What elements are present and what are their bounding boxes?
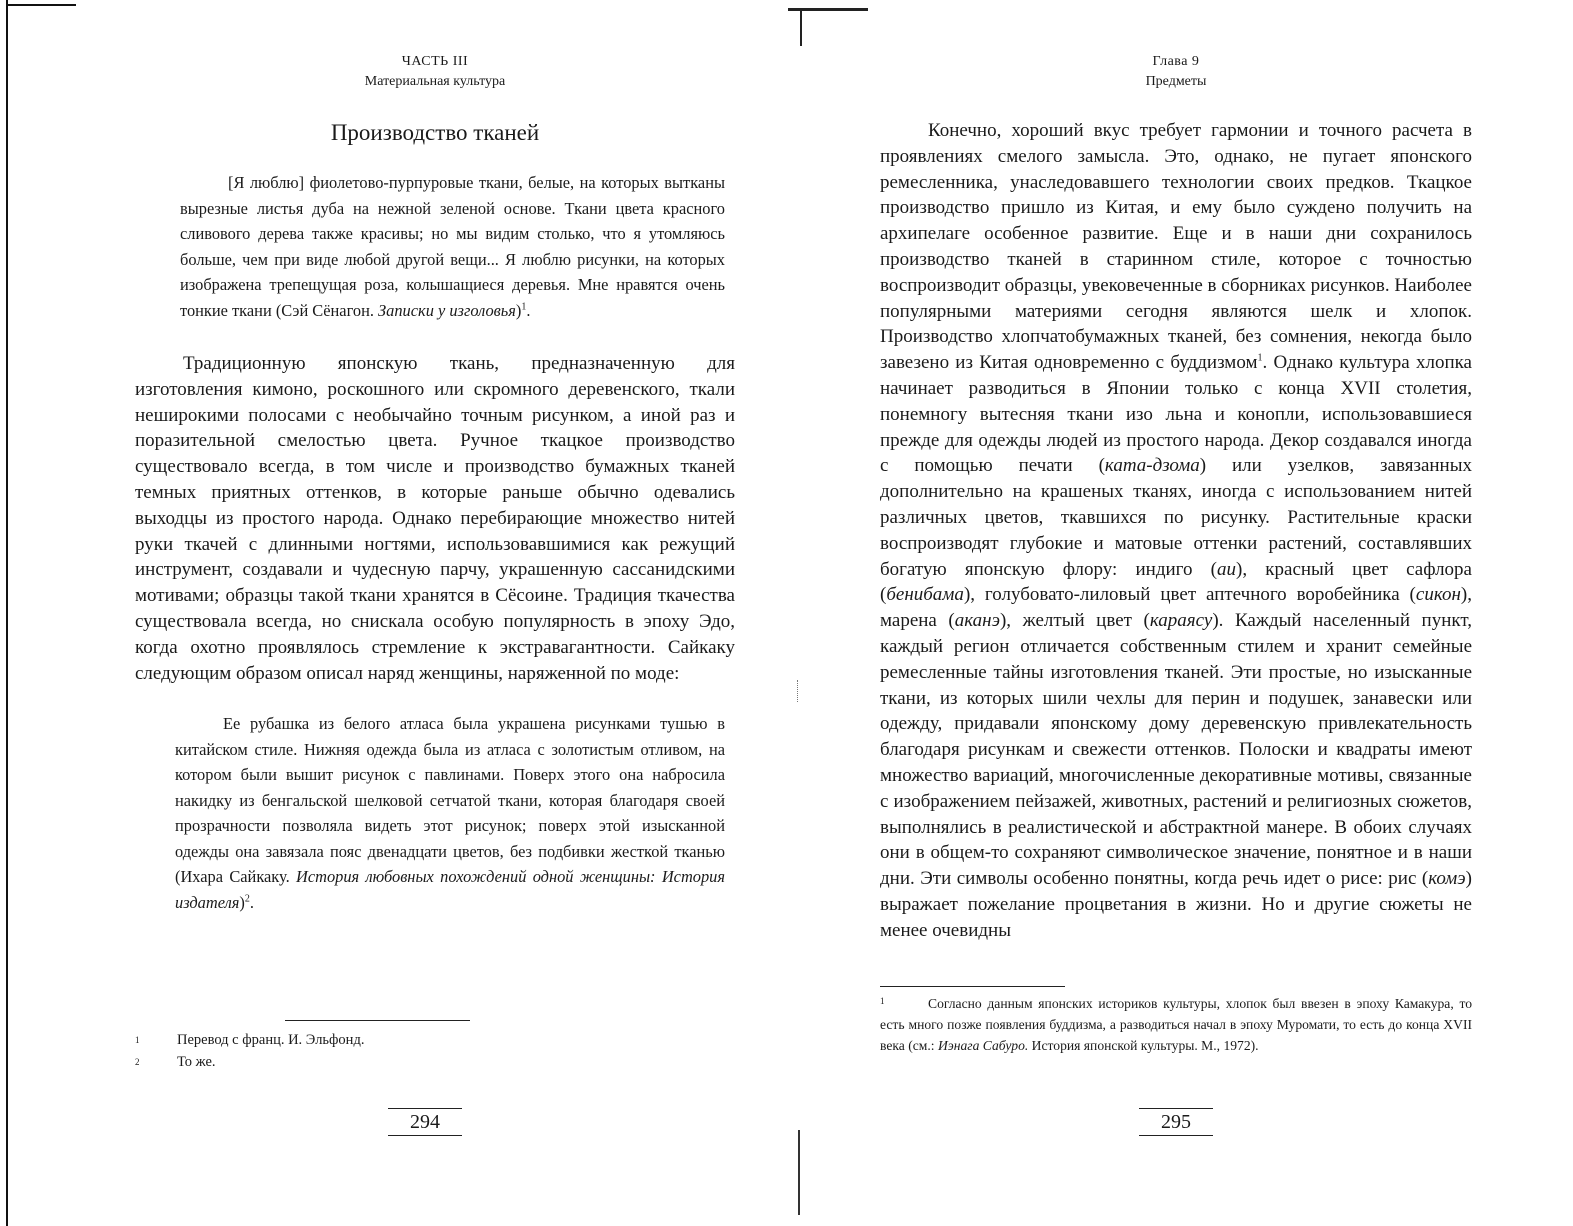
right-footnotes <box>880 986 1472 1056</box>
left-page <box>135 0 735 1226</box>
footnote-item <box>135 1029 735 1051</box>
footnote-rule <box>285 1020 470 1021</box>
running-head-title: Материальная культура <box>364 74 506 89</box>
footnote-mark: 1 <box>135 1035 140 1045</box>
footnote-text: Согласно данным японских историков культуры, хлопок был ввезен в эпоху Камакура, то есть много позже появления буддизма, а разводиться начал в эпоху Муромати, то есть до конца XVII века (см.: <box>880 996 1472 1053</box>
body-text: . Однако культура хлопка начинает разводиться в Японии только с конца XVII столетия, понемногу вытесняя ткани изо льна и конопли, использовавшиеся прежде для одежды людей из простого народа. Декор создавался иногда с помощью печати ( <box>880 352 1472 477</box>
body-text: ). Каждый населенный пункт, каждый регион отличается собственным стилем и хранит семейные ремесленные тайны изготовления тканей. Эти простые, но изысканные ткани, из которых шили чехлы для перин и подушек, занавески или одежду, придавали японскому дому деревенскую привлекательность благодаря рисункам и свежести оттенков. Полоски и квадраты имеют множество вариаций, многочисленные декоративные мотивы, связанные с изображением пейзажей, животных, растений и религиозных сюжетов, выполнялись в реалистической и абстрактной манере. В обоих случаях они в общем-то сохраняют символическое значение, понятное и в наши дни. Эти символы особенно понятны, когда речь идет о рисе: рис ( <box>880 610 1472 890</box>
footnote-text: Перевод с франц. И. Эльфонд. <box>177 1032 365 1048</box>
term: ката-дзома <box>1104 455 1200 477</box>
footnote-item <box>135 1051 735 1073</box>
footnote-author: Иэнага Сабуро. <box>937 1038 1029 1053</box>
term: комэ <box>1428 868 1466 890</box>
page-number <box>125 1108 725 1136</box>
footnote-text: То же. <box>177 1054 216 1070</box>
term: караясу <box>1149 610 1213 632</box>
left-running-head <box>135 52 735 92</box>
running-head-title: Предметы <box>1145 74 1207 89</box>
right-running-head <box>880 52 1472 92</box>
running-head-part: ЧАСТЬ III <box>401 54 469 69</box>
epigraph-end: ) <box>515 300 522 320</box>
body-paragraph <box>880 118 1472 944</box>
body-text: ), желтый цвет ( <box>999 610 1150 632</box>
gutter-dots <box>797 680 799 702</box>
term: аи <box>1217 558 1237 580</box>
scan-corner-mark <box>6 4 76 6</box>
section-title: Производство тканей <box>330 120 540 145</box>
footnote-mark: 1 <box>880 996 885 1006</box>
quote-source: История любовных похождений одной женщины: История издателя <box>175 867 725 912</box>
footnote-rule <box>880 986 1065 987</box>
page-number-value: 294 <box>388 1108 462 1136</box>
body-text: Конечно, хороший вкус требует гармонии и точного расчета в проявлениях смелого замысла. Это, однако, не пугает японского ремесленника, унаследовавшего технологии своих предков. Ткацкое производство пришло из Китая, и ему было суждено получить на архипелаге особенное развитие. Еще и в наши дни сохранилось производство тканей в старинном стиле, которое с точностью воспроизводит образцы, увековеченные в сборниках рисунков. Наиболее популярными материями сегодня являются шелк и хлопок. Производство хлопчатобумажных тканей, без сомнения, некогда было завезено из Китая одновременно с буддизмом <box>880 120 1472 374</box>
scan-left-edge <box>6 0 8 1226</box>
footnote-ref: 2 <box>244 893 250 905</box>
block-quote: Ее рубашка из белого атласа была украшена рисунками тушью в китайском стиле. Нижняя одежда была из атласа с золотистым отливом, на котором были вышит рисунок с павлинами. Поверх этого она набросила накидку из бенгальской шелковой сетчатой ткани, которая благодаря своей прозрачности позволяла видеть этот рисунок; поверх этой изысканной одежды она завязала пояс двенадцати цветов, без подбивки жесткой тканью (Ихара Сайкаку. История любовных похождений одной женщины: История издателя)$^2$. <box>175 714 725 912</box>
epigraph-text: [Я люблю] фиолетово-пурпуровые ткани, белые, на которых вытканы вырезные листья дуба на нежной зеленой основе. Ткани цвета красного сливового дерева также красивы; но мы видим столько, что я утомляюсь больше, чем при виде любой другой вещи... Я люблю рисунки, на которых изображена трепещущая роза, колышащиеся деревья. Мне нравятся очень тонкие ткани (Сэй Сёнагон. <box>180 173 725 320</box>
quote-end: ) <box>239 892 245 912</box>
page-number <box>880 1108 1472 1136</box>
body-text: ) выражает пожелание процветания в жизни. Но и другие сюжеты не менее очевидны <box>880 868 1472 941</box>
footnote-mark: 2 <box>135 1057 140 1067</box>
footnote-text: История японской культуры. М., 1972). <box>1028 1038 1259 1053</box>
body-text: ), красный цвет сафлора ( <box>880 558 1472 606</box>
footnote-item <box>880 993 1472 1056</box>
body-text: ) или узелков, завязанных дополнительно на крашеных тканях, иногда с использованием нитей различных цветов, ткавшихся по рисунку. Растительные краски воспроизводят глубокие и матовые оттенки растений, составлявших богатую японскую флору: индиго ( <box>880 455 1472 580</box>
right-page <box>880 0 1472 1226</box>
gutter-line <box>798 1130 800 1215</box>
body-text: ), голубовато-лиловый цвет аптечного воробейника ( <box>963 584 1416 606</box>
body-text: ), марена ( <box>880 584 1472 632</box>
running-head-chapter: Глава 9 <box>1152 54 1200 69</box>
epigraph-source: Записки у изголовья <box>378 300 516 320</box>
body-paragraph: Традиционную японскую ткань, предназначенную для изготовления кимоно, роскошного или скромного деревенского, ткали неширокими полосами с необычайно точным рисунком, а иной раз и поразительной смелостью цвета. Ручное ткацкое производство существовало всегда, в том числе и производство бумажных тканей темных приятных оттенков, в которые раньше обычно одевались выходцы из простого народа. Однако перебирающие множество нитей руки ткачей с длинными ногтями, использовавшимися как режущий инструмент, создавали и чудесную парчу, украшенную сассанидскими мотивами; образцы такой ткани хранятся в Сёсоине. Традиция ткачества существовала всегда, но снискала особую популярность в эпоху Эдо, когда охотно проявлялось стремление к экстравагантности. Сайкаку следующим образом описал наряд женщины, наряженной по моде: <box>135 353 735 684</box>
quote-text: Ее рубашка из белого атласа была украшена рисунками тушью в китайском стиле. Нижняя одежда была из атласа с золотистым отливом, на котором были вышит рисунок с павлинами. Поверх этого она набросила накидку из бенгальской шелковой сетчатой ткани, которая благодаря своей прозрачности позволяла видеть этот рисунок; поверх этой изысканной одежды она завязала пояс двенадцати цветов, без подбивки жесткой тканью (Ихара Сайкаку. <box>175 714 725 887</box>
footnote-ref: 1 <box>1257 352 1263 364</box>
term: сикон <box>1415 584 1461 606</box>
gutter-mark-stem <box>800 8 802 46</box>
epigraph: [Я люблю] фиолетово-пурпуровые ткани, белые, на которых вытканы вырезные листья дуба на нежной зеленой основе. Ткани цвета красного сливового дерева также красивы; но мы видим столько, что я утомляюсь больше, чем при виде любой другой вещи... Я люблю рисунки, на которых изображена трепещущая роза, колышащиеся деревья. Мне нравятся очень тонкие ткани (Сэй Сёнагон. Записки у изголовья)$^1$. <box>180 173 725 320</box>
left-footnotes <box>135 1020 735 1073</box>
term: аканэ <box>954 610 1000 632</box>
page-number-value: 295 <box>1139 1108 1213 1136</box>
term: бенибама <box>886 584 964 606</box>
footnote-ref: 1 <box>521 301 527 313</box>
